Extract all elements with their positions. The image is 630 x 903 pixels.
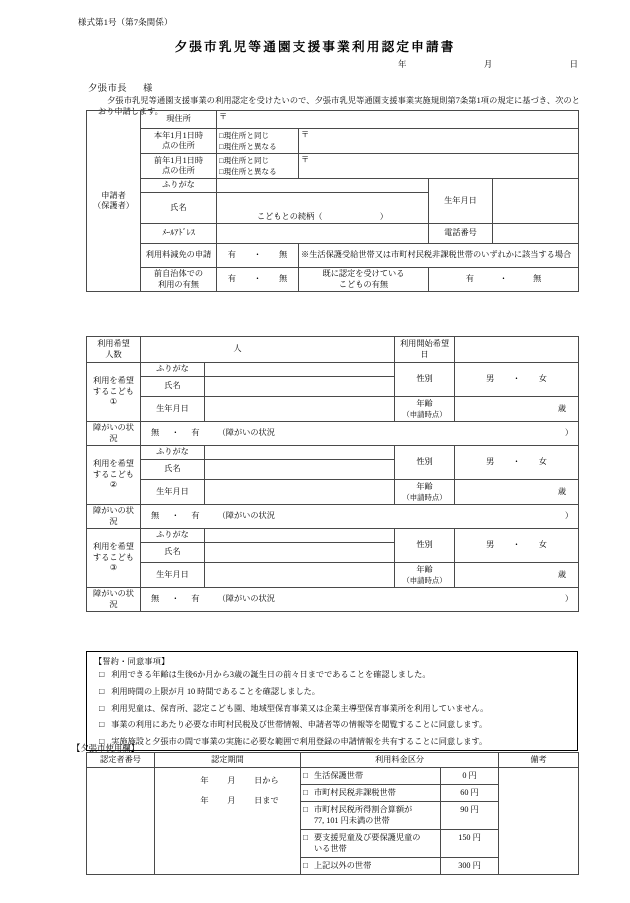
child-3-age-field[interactable] (455, 563, 579, 588)
disability-detail-close: ） (564, 428, 574, 438)
table-row (87, 563, 579, 588)
col-header-fee-category: 利用料金区分 (301, 753, 499, 768)
period-to-year: 年 (200, 795, 209, 805)
age-unit-label: 歳 (557, 569, 567, 579)
child-3-label-line1: 利用を希望 (93, 542, 134, 552)
child-2-gender-choice[interactable] (455, 446, 579, 480)
child-3-birthdate-label: 生年月日 (141, 563, 205, 588)
disability-separator: ・ (171, 511, 180, 521)
table-row (87, 422, 579, 446)
gender-male[interactable]: 男 (486, 540, 495, 550)
usage-count-label-line1: 利用希望 (97, 339, 130, 348)
addressee-name: 夕張市長 (88, 83, 128, 93)
prev-municipality-label-line2: 利用の有無 (158, 279, 199, 289)
remarks-field[interactable] (499, 768, 579, 875)
child-1-name-field[interactable] (205, 377, 395, 397)
applicant-label-line2: （保護者） (93, 201, 134, 210)
child-3-age-label-line2: （申請時点） (402, 575, 447, 585)
disability-no[interactable]: 無 (151, 428, 160, 438)
child-3-name-field[interactable] (205, 543, 395, 563)
child-3-age-label (395, 563, 455, 588)
fee-amount: 150 円 (441, 830, 499, 858)
applicant-name-label: 氏名 (141, 193, 217, 224)
checkbox-diff-from-current[interactable]: □現住所と異なる (219, 142, 277, 151)
fee-category-label-line2: 77, 101 円未満の世帯 (313, 815, 390, 825)
fee-category-option[interactable] (301, 785, 441, 802)
intro-text: 夕張市乳児等通園支援事業の利用認定を受けたいので、夕張市乳児等通園支援事業実施規則第7条第1項の規定に基づき、次のとおり申請します。 (98, 96, 580, 116)
fee-category-option[interactable] (301, 768, 441, 785)
cert-number-field[interactable] (87, 768, 155, 875)
last-year-address-label (141, 154, 217, 179)
disability-yes[interactable]: 有 (191, 594, 200, 604)
table-row (87, 753, 579, 768)
pledge-item-text: 利用時間の上限が月 10 時間であることを確認しました。 (111, 686, 320, 696)
fee-reduction-note: ※生活保護受給世帯又は市町村民税非課税世帯のいずれかに該当する場合 (299, 244, 579, 268)
pledge-item[interactable] (99, 687, 571, 697)
choice-no[interactable]: 無 (279, 274, 288, 284)
applicant-name-field[interactable] (217, 193, 429, 224)
child-3-disability-field[interactable] (141, 588, 579, 612)
pledge-item[interactable] (99, 737, 571, 747)
pledge-item-text: 事業の利用にあたり必要な市町村民税及び世帯情報、申請者等の情報等を閲覧することに同意します。 (111, 720, 488, 730)
fee-category-label: 要支援児童及び要保護児童の (313, 833, 421, 842)
child-2-age-label-line1: 年齢 (416, 482, 433, 492)
applicant-phone-field[interactable] (493, 224, 579, 244)
already-certified-label (299, 268, 429, 292)
fee-amount: 90 円 (441, 802, 499, 830)
admin-section-label: 【夕張市使用欄】 (72, 744, 139, 753)
choice-yes[interactable]: 有 (227, 250, 236, 260)
applicant-table (86, 110, 579, 292)
period-from-month: 月 (227, 776, 236, 785)
child-3-label-line2: するこども (93, 552, 134, 562)
child-2-disability-label: 障がいの状況 (87, 505, 141, 529)
choice-no[interactable]: 無 (279, 250, 288, 260)
child-1-disability-field[interactable] (141, 422, 579, 446)
child-2-birthdate-label: 生年月日 (141, 480, 205, 505)
age-unit-label: 歳 (557, 403, 567, 413)
choice-yes[interactable]: 有 (465, 274, 474, 284)
child-1-gender-label: 性別 (395, 363, 455, 397)
child-1-name-label: 氏名 (141, 377, 205, 397)
child-1-age-label-line1: 年齢 (416, 399, 433, 409)
child-1-age-label-line2: （申請時点） (402, 409, 447, 419)
gender-female[interactable]: 女 (538, 374, 547, 384)
child-3-gender-choice[interactable] (455, 529, 579, 563)
fee-amount: 300 円 (441, 858, 499, 875)
child-1-disability-label: 障がいの状況 (87, 422, 141, 446)
child-1-label-line2: するこども (93, 386, 134, 396)
already-certified-label-line2: こどもの有無 (338, 279, 389, 289)
applicant-email-label: ﾒｰﾙｱﾄﾞﾚｽ (141, 224, 217, 244)
table-row (87, 268, 579, 292)
applicant-label-line1: 申請者 (101, 190, 126, 200)
pledge-title: 【誓約・同意事項】 (94, 657, 170, 666)
current-address-label: 現住所 (141, 111, 217, 129)
checkbox-icon[interactable]: □ (303, 805, 308, 814)
last-year-address-field[interactable]: 〒 (299, 154, 579, 179)
this-year-label-line2: 点の住所 (162, 141, 195, 150)
period-to-day: 日まで (254, 795, 279, 805)
prev-municipality-label-line1: 前自治体での (153, 269, 204, 278)
admin-table (86, 752, 579, 875)
addressee-honorific: 様 (143, 83, 153, 93)
disability-detail-label: （障がいの状況 (217, 428, 275, 438)
child-3-label (87, 529, 141, 588)
this-year-address-field[interactable]: 〒 (299, 129, 579, 154)
gender-male[interactable]: 男 (486, 457, 495, 467)
checkbox-same-as-current[interactable]: □現住所と同じ (219, 156, 270, 165)
disability-separator: ・ (171, 594, 180, 604)
table-row (87, 363, 579, 377)
gender-separator: ・ (512, 540, 521, 550)
choice-no[interactable]: 無 (533, 274, 542, 284)
fee-category-label: 市町村民税所得割合算額が (313, 805, 413, 814)
applicant-birthdate-field[interactable] (493, 179, 579, 224)
child-2-furigana-label: ふりがな (141, 446, 205, 460)
child-1-furigana-field[interactable] (205, 363, 395, 377)
table-row (87, 529, 579, 543)
table-row (87, 480, 579, 505)
checkbox-icon[interactable]: □ (303, 833, 308, 842)
applicant-email-field[interactable] (217, 224, 429, 244)
choice-separator: ・ (499, 274, 508, 284)
usage-count-label-line2: 人数 (105, 349, 122, 359)
usage-table (86, 336, 579, 612)
date-month-label: 月 (483, 60, 493, 69)
col-header-cert-period: 認定期間 (155, 753, 301, 768)
period-from-day: 日から (254, 776, 279, 785)
already-certified-choice[interactable] (429, 268, 579, 292)
disability-detail-label: （障がいの状況 (217, 511, 275, 521)
child-1-birthdate-field[interactable] (205, 397, 395, 422)
table-row (87, 588, 579, 612)
checkbox-icon[interactable]: □ (303, 770, 308, 780)
child-2-age-field[interactable] (455, 480, 579, 505)
checkbox-icon[interactable]: □ (99, 685, 105, 696)
start-date-label: 利用開始希望日 (395, 337, 455, 363)
table-row (87, 244, 579, 268)
fee-category-option[interactable] (301, 858, 441, 875)
checkbox-icon[interactable]: □ (99, 719, 105, 730)
checkbox-same-as-current[interactable]: □現住所と同じ (219, 131, 270, 140)
child-2-disability-field[interactable] (141, 505, 579, 529)
child-1-label (87, 363, 141, 422)
pledge-item-text: 利用できる年齢は生後6か月から3歳の誕生日の前々日までであることを確認しました。 (111, 670, 431, 679)
child-2-age-label-line2: （申請時点） (402, 492, 447, 502)
disability-detail-close: ） (564, 511, 574, 521)
addressee (88, 80, 153, 94)
child-1-age-label (395, 397, 455, 422)
checkbox-icon[interactable]: □ (99, 702, 105, 713)
checkbox-icon[interactable]: □ (303, 860, 308, 870)
child-2-label-number: ② (109, 480, 118, 490)
choice-separator: ・ (253, 250, 262, 260)
child-1-gender-choice[interactable] (455, 363, 579, 397)
person-unit-label: 人 (233, 344, 242, 354)
this-year-address-choice[interactable] (217, 129, 299, 154)
disability-separator: ・ (171, 428, 180, 438)
applicant-birthdate-label: 生年月日 (429, 179, 493, 224)
applicant-phone-label: 電話番号 (429, 224, 493, 244)
disability-detail-close: ） (564, 594, 574, 604)
this-year-address-label (141, 129, 217, 154)
age-unit-label: 歳 (557, 486, 567, 496)
table-row (87, 111, 579, 129)
form-number: 様式第1号（第7条関係） (78, 18, 173, 27)
applicant-row-label (87, 111, 141, 292)
pledge-item-text: 実施施設と夕張市の間で事業の実施に必要な範囲で利用登録の申請情報を共有することに同意します。 (111, 737, 488, 746)
date-day-label: 日 (569, 60, 578, 69)
fee-reduction-choice[interactable] (217, 244, 299, 268)
relation-to-child-label: こどもとの続柄（ ） (256, 211, 388, 221)
child-3-disability-label: 障がいの状況 (87, 588, 141, 612)
period-from-year: 年 (200, 776, 209, 785)
table-row (87, 505, 579, 529)
child-3-name-label: 氏名 (141, 543, 205, 563)
current-address-field[interactable]: 〒 (217, 111, 579, 129)
last-year-label-line1: 前年1月1日時 (153, 155, 204, 165)
choice-yes[interactable]: 有 (227, 274, 236, 284)
checkbox-icon[interactable]: □ (99, 669, 105, 679)
child-3-age-label-line1: 年齢 (416, 565, 433, 575)
table-row (87, 446, 579, 460)
child-3-label-number: ③ (109, 563, 118, 573)
applicant-furigana-field[interactable] (217, 179, 429, 193)
date-year-label: 年 (398, 60, 407, 69)
col-header-remarks: 備考 (499, 753, 579, 768)
last-year-address-choice[interactable] (217, 154, 299, 179)
col-header-cert-number: 認定者番号 (87, 753, 155, 768)
pledge-item-text: 利用児童は、保育所、認定こども園、地域型保育事業又は企業主導型保育事業所を利用していません。 (111, 703, 489, 713)
pledge-box (86, 651, 578, 751)
choice-separator: ・ (253, 274, 262, 284)
fee-category-label: 上記以外の世帯 (313, 860, 372, 870)
table-row (87, 337, 579, 363)
pledge-item[interactable] (99, 670, 571, 680)
disability-no[interactable]: 無 (151, 594, 160, 604)
period-to-month: 月 (227, 795, 236, 805)
child-2-name-label: 氏名 (141, 460, 205, 480)
prev-municipality-choice[interactable] (217, 268, 299, 292)
table-row (87, 768, 579, 785)
fee-category-option[interactable] (301, 830, 441, 858)
usage-count-field[interactable] (141, 337, 395, 363)
child-3-furigana-field[interactable] (205, 529, 395, 543)
table-row (87, 224, 579, 244)
fee-category-option[interactable] (301, 802, 441, 830)
child-2-furigana-field[interactable] (205, 446, 395, 460)
applicant-furigana-label: ふりがな (141, 179, 217, 193)
table-row (87, 397, 579, 422)
child-2-label (87, 446, 141, 505)
child-3-furigana-label: ふりがな (141, 529, 205, 543)
fee-amount: 0 円 (441, 768, 499, 785)
child-1-birthdate-label: 生年月日 (141, 397, 205, 422)
pledge-item[interactable] (99, 704, 571, 714)
fee-amount: 60 円 (441, 785, 499, 802)
gender-female[interactable]: 女 (538, 540, 547, 550)
date-line (398, 58, 578, 70)
already-certified-label-line1: 既に認定を受けている (322, 269, 405, 278)
checkbox-icon[interactable]: □ (303, 787, 308, 797)
child-3-gender-label: 性別 (395, 529, 455, 563)
table-row (87, 154, 579, 179)
pledge-item[interactable] (99, 720, 571, 730)
child-2-label-line1: 利用を希望 (93, 459, 134, 469)
prev-municipality-label (141, 268, 217, 292)
fee-category-label: 生活保護世帯 (313, 770, 364, 780)
gender-separator: ・ (512, 457, 521, 467)
checkbox-icon[interactable]: □ (99, 736, 105, 746)
child-3-birthdate-field[interactable] (205, 563, 395, 588)
table-row (87, 179, 579, 193)
child-1-label-line1: 利用を希望 (93, 376, 134, 386)
disability-yes[interactable]: 有 (191, 511, 200, 521)
disability-yes[interactable]: 有 (191, 428, 200, 438)
disability-no[interactable]: 無 (151, 511, 160, 521)
start-date-field[interactable] (455, 337, 579, 363)
gender-separator: ・ (512, 374, 521, 384)
child-1-furigana-label: ふりがな (141, 363, 205, 377)
fee-reduction-label: 利用料減免の申請 (141, 244, 217, 268)
child-1-label-number: ① (109, 397, 118, 407)
table-row (87, 129, 579, 154)
last-year-label-line2: 点の住所 (162, 166, 195, 175)
child-1-age-field[interactable] (455, 397, 579, 422)
child-2-age-label (395, 480, 455, 505)
child-2-name-field[interactable] (205, 460, 395, 480)
fee-category-label: 市町村民税非課税世帯 (313, 787, 396, 797)
gender-male[interactable]: 男 (486, 374, 495, 384)
this-year-label-line1: 本年1月1日時 (153, 130, 204, 140)
disability-detail-label: （障がいの状況 (217, 594, 275, 604)
usage-count-label (87, 337, 141, 363)
cert-period-field[interactable] (155, 768, 301, 875)
child-2-label-line2: するこども (93, 469, 134, 479)
fee-category-label-line2: いる世帯 (313, 843, 347, 853)
child-2-gender-label: 性別 (395, 446, 455, 480)
child-2-birthdate-field[interactable] (205, 480, 395, 505)
page-title: 夕張市乳児等通園支援事業利用認定申請書 (174, 40, 456, 54)
gender-female[interactable]: 女 (538, 457, 547, 467)
checkbox-diff-from-current[interactable]: □現住所と異なる (219, 167, 277, 176)
